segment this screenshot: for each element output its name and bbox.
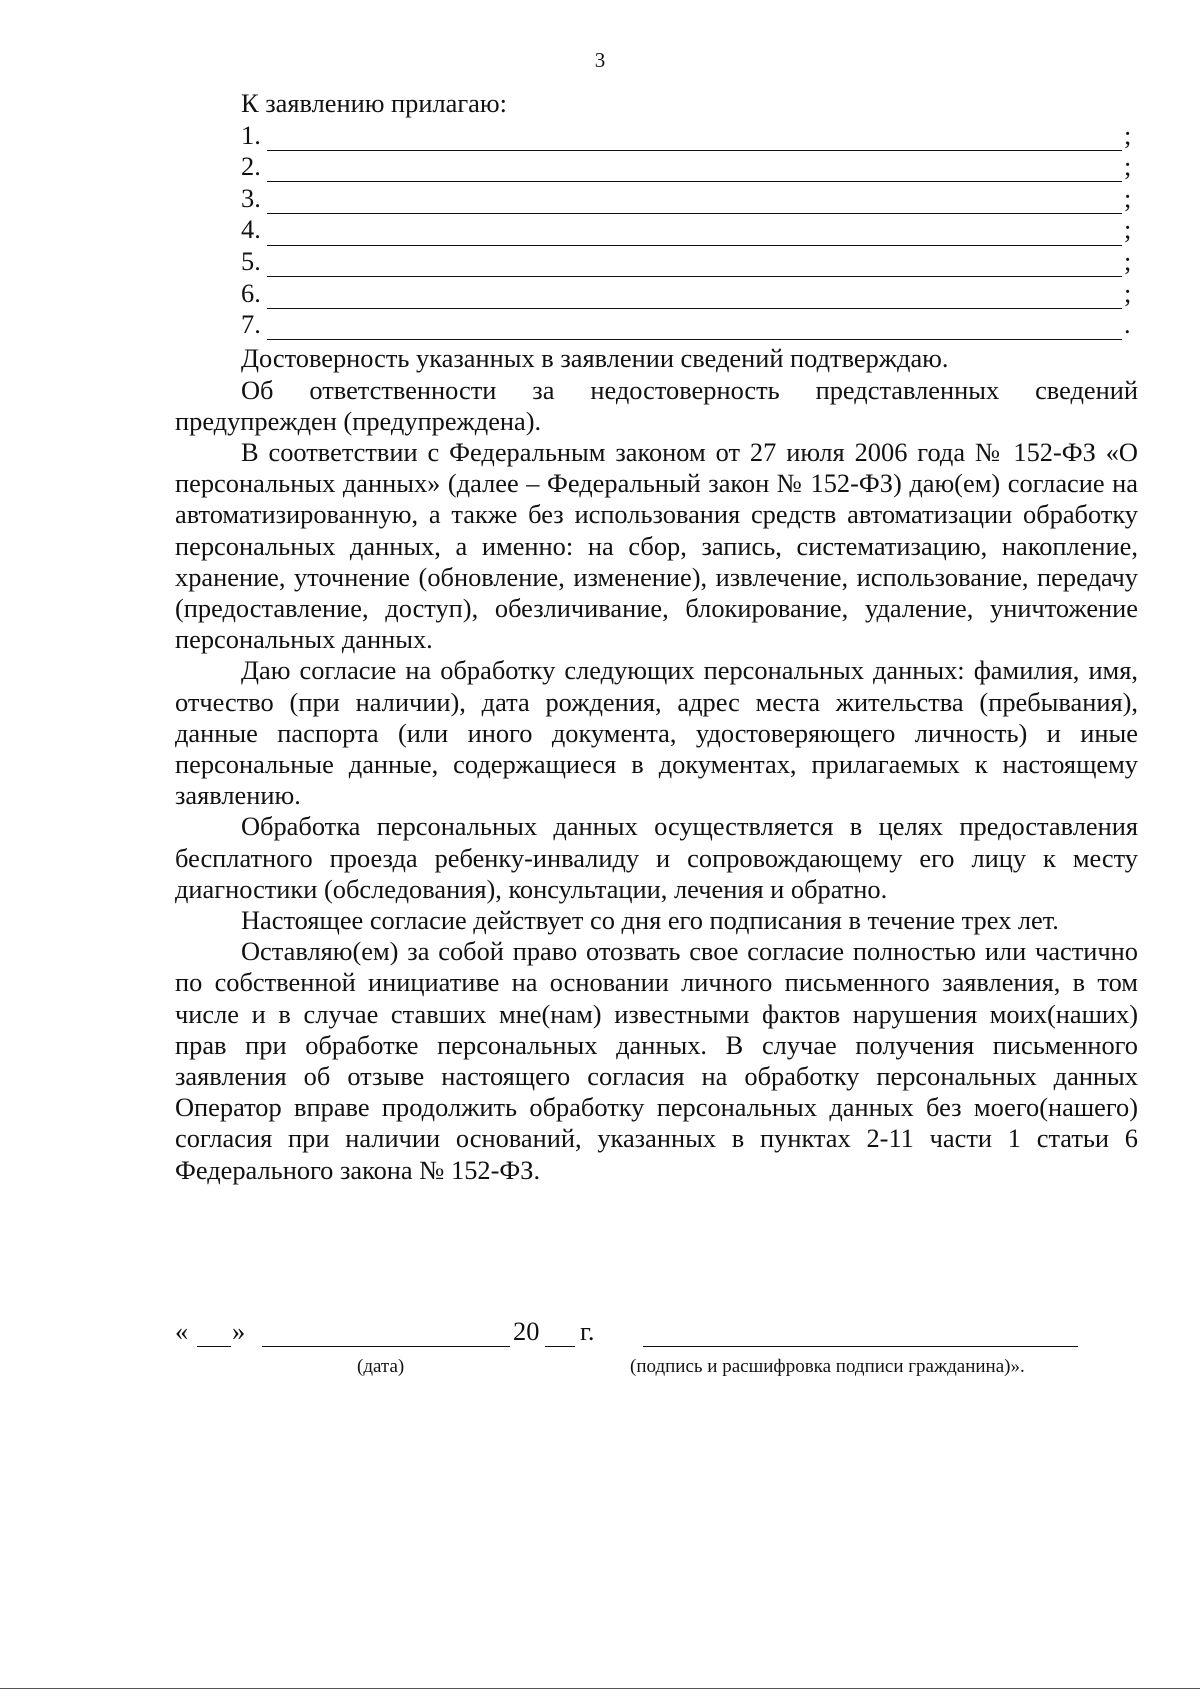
- paragraph-confirmation: Достоверность указанных в заявлении сведений подтверждаю.: [241, 343, 949, 374]
- month-blank-line[interactable]: [262, 1346, 510, 1347]
- attachment-punctuation: .: [1124, 309, 1131, 340]
- signature-blank-line[interactable]: [643, 1346, 1078, 1347]
- attachment-punctuation: ;: [1124, 277, 1132, 308]
- attachments-heading: К заявлению прилагаю:: [241, 88, 507, 118]
- attachment-number: 5.: [241, 245, 261, 276]
- scan-bottom-edge: [0, 1688, 1200, 1689]
- signature-caption: (подпись и расшифровка подписи гражданина)».: [630, 1356, 1025, 1377]
- attachment-blank-line[interactable]: [267, 221, 1122, 246]
- document-body: [175, 88, 1138, 1186]
- attachment-item: [241, 182, 1138, 214]
- attachment-punctuation: ;: [1124, 182, 1132, 213]
- year-blank-line[interactable]: [545, 1346, 575, 1347]
- attachments-list: [175, 119, 1138, 340]
- day-blank-line[interactable]: [197, 1346, 231, 1347]
- paragraph-validity: Настоящее согласие действует со дня его подписания в течение трех лет.: [241, 905, 1059, 936]
- attachment-item: [241, 119, 1138, 151]
- paragraph-responsibility: Об ответственности за недостоверность представленных сведений предупрежден (предупреждена).: [175, 374, 1138, 436]
- year-prefix: 20: [513, 1316, 540, 1346]
- attachment-blank-line[interactable]: [267, 126, 1122, 151]
- attachment-item: [241, 277, 1138, 309]
- attachment-punctuation: ;: [1124, 151, 1132, 182]
- attachment-item: [241, 214, 1138, 246]
- attachment-item: [241, 309, 1138, 341]
- paragraph-revocation: Оставляю(ем) за собой право отозвать свое согласие полностью или частично по собственной инициативе на основании личного письменного заявления, в том числе и в случае ставших мне(нам) известными фактов нарушения моих(наших) прав при обработке персональных данных. В случае получения письменного заявления об отзыве настоящего согласия на обработку персональных данных Оператор вправе продолжить обработку персональных данных без моего(нашего) согласия при наличии оснований, указанных в пунктах 2-11 части 1 статьи 6 Федерального закона № 152-ФЗ.: [175, 936, 1138, 1185]
- date-caption: (дата): [357, 1356, 405, 1377]
- close-quote: »: [232, 1316, 246, 1346]
- attachment-punctuation: ;: [1124, 214, 1132, 245]
- attachment-blank-line[interactable]: [267, 315, 1122, 340]
- paragraph-data-list: Даю согласие на обработку следующих персональных данных: фамилия, имя, отчество (при наличии), дата рождения, адрес места жительства (пребывания), данные паспорта (или иного документа, удостоверяющего личность) и иные персональные данные, содержащиеся в документах, прилагаемых к настоящему заявлению.: [175, 655, 1138, 811]
- paragraph-purpose: Обработка персональных данных осуществляется в целях предоставления бесплатного проезда ребенку-инвалиду и сопровождающему его лицу к месту диагностики (обследования), консультации, лечения и обратно.: [175, 811, 1138, 904]
- open-quote: «: [175, 1316, 189, 1346]
- paragraph-consent-law: В соответствии с Федеральным законом от 27 июля 2006 года № 152-ФЗ «О персональных данных» (далее – Федеральный закон № 152-ФЗ) даю(ем) согласие на автоматизированную, а также без использования средств автоматизации обработку персональных данных, а именно: на сбор, запись, систематизацию, накопление, хранение, уточнение (обновление, изменение), извлечение, использование, передачу (предоставление, доступ), обезличивание, блокирование, удаление, уничтожение персональных данных.: [175, 436, 1138, 655]
- signature-block: [175, 1316, 1138, 1377]
- signature-row: [175, 1316, 1138, 1377]
- attachment-number: 6.: [241, 277, 261, 308]
- attachment-number: 3.: [241, 182, 261, 213]
- attachment-number: 7.: [241, 309, 261, 340]
- attachment-number: 4.: [241, 214, 261, 245]
- attachment-punctuation: ;: [1124, 119, 1132, 150]
- attachment-item: [241, 246, 1138, 278]
- attachment-blank-line[interactable]: [267, 189, 1122, 214]
- attachment-number: 2.: [241, 151, 261, 182]
- attachment-blank-line[interactable]: [267, 252, 1122, 277]
- attachment-blank-line[interactable]: [267, 284, 1122, 309]
- page-number: 3: [594, 48, 606, 72]
- attachment-punctuation: ;: [1124, 245, 1132, 276]
- attachment-blank-line[interactable]: [267, 157, 1122, 182]
- year-suffix: г.: [580, 1316, 595, 1346]
- attachment-number: 1.: [241, 119, 261, 150]
- attachment-item: [241, 151, 1138, 183]
